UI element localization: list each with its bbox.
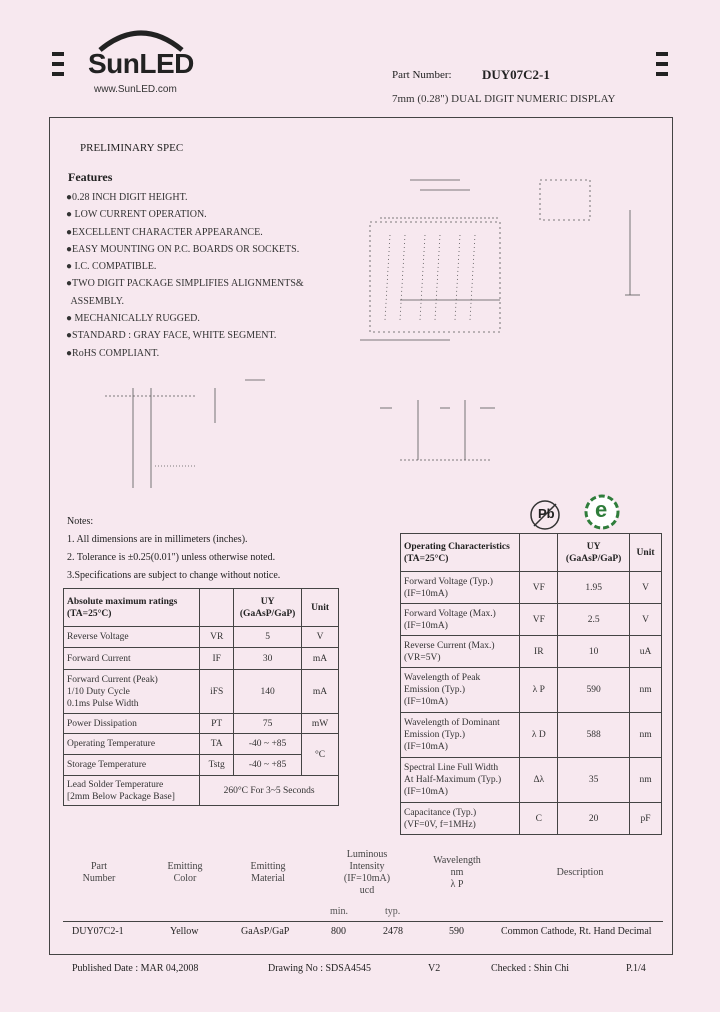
table-cell: Tstg [200,755,234,776]
right-brand-bars [656,52,668,82]
table-row [64,734,339,755]
col-part-number: Part Number [82,861,116,884]
table-cell: mA [302,670,339,714]
table-row [401,803,662,835]
table-header: Absolute maximum ratings (TA=25°C) [64,589,200,627]
side-view-drawing [95,368,295,498]
table-cell: nm [630,758,662,803]
table-cell: Reverse Current (Max.) (VR=5V) [401,636,520,668]
table-cell: 588 [558,713,630,758]
table-row [401,572,662,604]
table-cell: Operating Temperature [64,734,200,755]
table-header [520,534,558,572]
version: V2 [428,963,441,974]
part-number: DUY07C2-1 [482,67,550,82]
table-cell: Power Dissipation [64,714,200,734]
package-drawing [330,160,660,490]
feature-item: ● I.C. COMPATIBLE. [66,261,157,273]
table-cell: -40 ~ +85 [234,755,302,776]
table-cell: Lead Solder Temperature [2mm Below Package Base] [64,776,200,806]
table-cell: 30 [234,648,302,670]
table-cell: Wavelength of Peak Emission (Typ.) (IF=10mA) [401,668,520,713]
table-cell: 10 [558,636,630,668]
table-cell: C [520,803,558,835]
table-cell: λ D [520,713,558,758]
table-row [64,776,339,806]
table-cell: VF [520,604,558,636]
selection-typ: 2478 [383,926,403,937]
table-cell: Forward Current (Peak) 1/10 Duty Cycle 0.1ms Pulse Width [64,670,200,714]
table-cell: Forward Voltage (Max.) (IF=10mA) [401,604,520,636]
spec-status: PRELIMINARY SPEC [80,142,184,154]
table-cell: 590 [558,668,630,713]
feature-item: ●RoHS COMPLIANT. [66,347,160,359]
table-cell: TA [200,734,234,755]
table-cell: V [630,604,662,636]
published-date: Published Date : MAR 04,2008 [72,963,199,974]
selection-divider [63,921,663,922]
table-cell: Wavelength of Dominant Emission (Typ.) (IF=10mA) [401,713,520,758]
feature-item: ASSEMBLY. [66,295,125,307]
table-row [401,636,662,668]
website-link[interactable]: www.SunLED.com [94,84,177,95]
table-cell: 260°C For 3~5 Seconds [200,776,339,806]
table-cell: Capacitance (Typ.) (VF=0V, f=1MHz) [401,803,520,835]
table-cell: PT [200,714,234,734]
col-emitting-color: Emitting Color [167,861,203,884]
feature-item: ●EASY MOUNTING ON P.C. BOARDS OR SOCKETS. [66,243,300,255]
col-wavelength: Wavelength nm λ P [433,855,481,890]
table-header: Unit [302,589,339,627]
table-cell: Forward Voltage (Typ.) (IF=10mA) [401,572,520,604]
table-cell: 5 [234,627,302,648]
selection-color: Yellow [170,926,199,937]
table-cell: 140 [234,670,302,714]
selection-material: GaAsP/GaP [241,926,290,937]
table-cell: V [302,627,339,648]
note-item: 1. All dimensions are in millimeters (inches). [67,534,248,545]
part-number-label: Part Number: [392,69,452,81]
note-item: 3.Specifications are subject to change without notice. [67,570,281,581]
drawing-number: Drawing No : SDSA4545 [268,963,372,974]
left-brand-bars [52,52,64,82]
table-cell: 1.95 [558,572,630,604]
checked-by: Checked : Shin Chi [491,963,570,974]
table-cell: iFS [200,670,234,714]
table-cell: IR [520,636,558,668]
notes-title: Notes: [67,516,94,527]
typ-label: typ. [385,906,401,917]
table-row [64,627,339,648]
selection-wavelength: 590 [449,926,464,937]
table-row [64,755,339,776]
operating-characteristics-table [400,533,662,835]
col-emitting-material: Emitting Material [250,861,286,884]
table-header: UY (GaAsP/GaP) [234,589,302,627]
min-label: min. [330,906,349,917]
page-number: P.1/4 [626,963,646,974]
table-cell: mW [302,714,339,734]
table-cell: V [630,572,662,604]
table-cell: mA [302,648,339,670]
table-cell: Storage Temperature [64,755,200,776]
table-row [64,670,339,714]
table-cell: VF [520,572,558,604]
note-item: 2. Tolerance is ±0.25(0.01") unless otherwise noted. [67,552,276,563]
table-row [401,604,662,636]
table-cell: 2.5 [558,604,630,636]
feature-item: ●EXCELLENT CHARACTER APPEARANCE. [66,226,263,238]
col-description: Description [556,867,604,878]
col-luminous-intensity: Luminous Intensity (IF=10mA) ucd [343,849,391,896]
table-cell: Forward Current [64,648,200,670]
features-list [66,189,304,362]
table-header: Operating Characteristics (TA=25°C) [401,534,520,572]
table-cell: -40 ~ +85 [234,734,302,755]
table-cell: °C [302,734,339,776]
table-cell: 20 [558,803,630,835]
table-cell: nm [630,668,662,713]
table-cell: VR [200,627,234,648]
rohs-e-text: e [595,497,608,522]
table-cell: 35 [558,758,630,803]
table-cell: uA [630,636,662,668]
table-header: UY (GaAsP/GaP) [558,534,630,572]
table-cell: Spectral Line Full Width At Half-Maximum (Typ.) (IF=10mA) [401,758,520,803]
feature-item: ● LOW CURRENT OPERATION. [66,209,207,221]
table-cell: pF [630,803,662,835]
logo-text: SunLED [88,48,194,79]
table-row [401,758,662,803]
feature-item: ●STANDARD : GRAY FACE, WHITE SEGMENT. [66,330,277,342]
doc-subtitle: 7mm (0.28") DUAL DIGIT NUMERIC DISPLAY [392,93,616,105]
feature-item: ●0.28 INCH DIGIT HEIGHT. [66,192,188,203]
table-cell: 75 [234,714,302,734]
table-header [200,589,234,627]
table-cell: Reverse Voltage [64,627,200,648]
table-cell: nm [630,713,662,758]
feature-item: ●TWO DIGIT PACKAGE SIMPLIFIES ALIGNMENTS& [66,278,304,290]
table-cell: λ P [520,668,558,713]
features-title: Features [68,170,113,184]
table-row [64,648,339,670]
feature-item: ● MECHANICALLY RUGGED. [66,313,200,325]
absolute-max-ratings-table [63,588,339,806]
selection-part: DUY07C2-1 [72,926,124,937]
table-row [64,714,339,734]
selection-description: Common Cathode, Rt. Hand Decimal [501,926,652,937]
table-cell: Δλ [520,758,558,803]
table-cell: IF [200,648,234,670]
table-row [401,668,662,713]
pb-text: Pb [538,506,555,521]
table-row [401,713,662,758]
selection-min: 800 [331,926,346,937]
table-header: Unit [630,534,662,572]
